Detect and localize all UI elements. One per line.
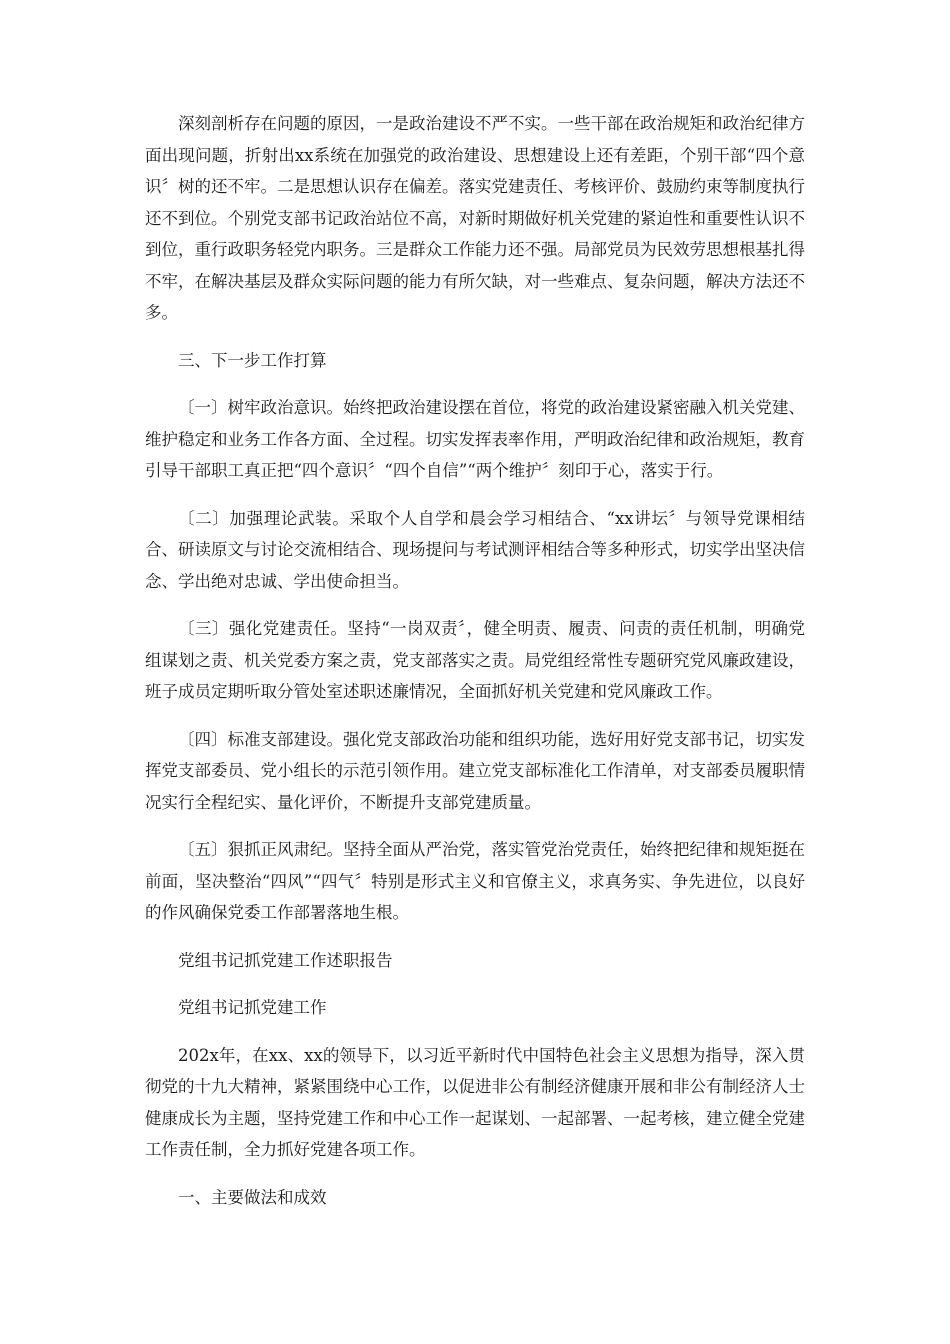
paragraph-branch-building: 〔四〕标准支部建设。强化党支部政治功能和组织功能，选好用好党支部书记，切实发挥党支部委员、党小组长的示范引领作用。建立党支部标准化工作清单，对支部委员履职情况实行全程纪实、量化评价，不断提升支部党建质量。 xyxy=(145,729,805,812)
report-title: 党组书记抓党建工作述职报告 xyxy=(178,950,393,970)
paragraph-political-awareness: 〔一〕树牢政治意识。始终把政治建设摆在首位，将党的政治建设紧密融入机关党建、维护稳定和业务工作各方面、全过程。切实发挥表率作用，严明政治纪律和政治规矩，教育引导干部职工真正把“四个意识〞“四个自信”“两个维护〞刻印于心，落实于行。 xyxy=(145,398,805,480)
paragraph-problem-causes: 深刻剖析存在问题的原因，一是政治建设不严不实。一些干部在政治规矩和政治纪律方面出现问题，折射出xx系统在加强党的政治建设、思想建设上还有差距，个别干部“四个意识〞树的还不牢。二是思想认识存在偏差。落实党建责任、考核评价、鼓励约束等制度执行还不到位。个别党支部书记政治站位不高，对新时期做好机关党建的紧迫性和重要性认识不到位，重行政职务轻党内职务。三是群众工作能力还不强。局部党员为民效劳思想根基扎得不牢，在解决基层及群众实际问题的能力有所欠缺，对一些难点、复杂问题，解决方法还不多。 xyxy=(145,114,805,322)
document-body xyxy=(145,108,805,1229)
section-heading-main-practices: 一、主要做法和成效 xyxy=(178,1187,327,1207)
paragraph-party-responsibility: 〔三〕强化党建责任。坚持“一岗双责〞，健全明责、履责、问责的责任机制，明确党组谋划之责、机关党委方案之责，党支部落实之责。局党组经常性专题研究党风廉政建设，班子成员定期听取分管处室述职述廉情况，全面抓好机关党建和党风廉政工作。 xyxy=(145,619,805,701)
paragraph-discipline: 〔五〕狠抓正风肃纪。坚持全面从严治党，落实管党治党责任，始终把纪律和规矩挺在前面，坚决整治“四风”“四气〞特别是形式主义和官僚主义，求真务实、争先进位，以良好的作风确保党委工作部署落地生根。 xyxy=(145,840,805,922)
paragraph-theory-study: 〔二〕加强理论武装。采取个人自学和晨会学习相结合、“xx讲坛〞与领导党课相结合、研读原文与讨论交流相结合、现场提问与考试测评相结合等多种形式，切实学出坚决信念、学出绝对忠诚、学出使命担当。 xyxy=(145,508,805,591)
section-heading-next-steps: 三、下一步工作打算 xyxy=(178,350,327,370)
report-subtitle: 党组书记抓党建工作 xyxy=(178,998,327,1017)
paragraph-report-intro: 202x年，在xx、xx的领导下，以习近平新时代中国特色社会主义思想为指导，深入贯彻党的十九大精神，紧紧围绕中心工作，以促进非公有制经济健康开展和非公有制经济人士健康成长为主题，坚持党建工作和中心工作一起谋划、一起部署、一起考核，建立健全党建工作责任制，全力抓好党建各项工作。 xyxy=(145,1045,805,1159)
